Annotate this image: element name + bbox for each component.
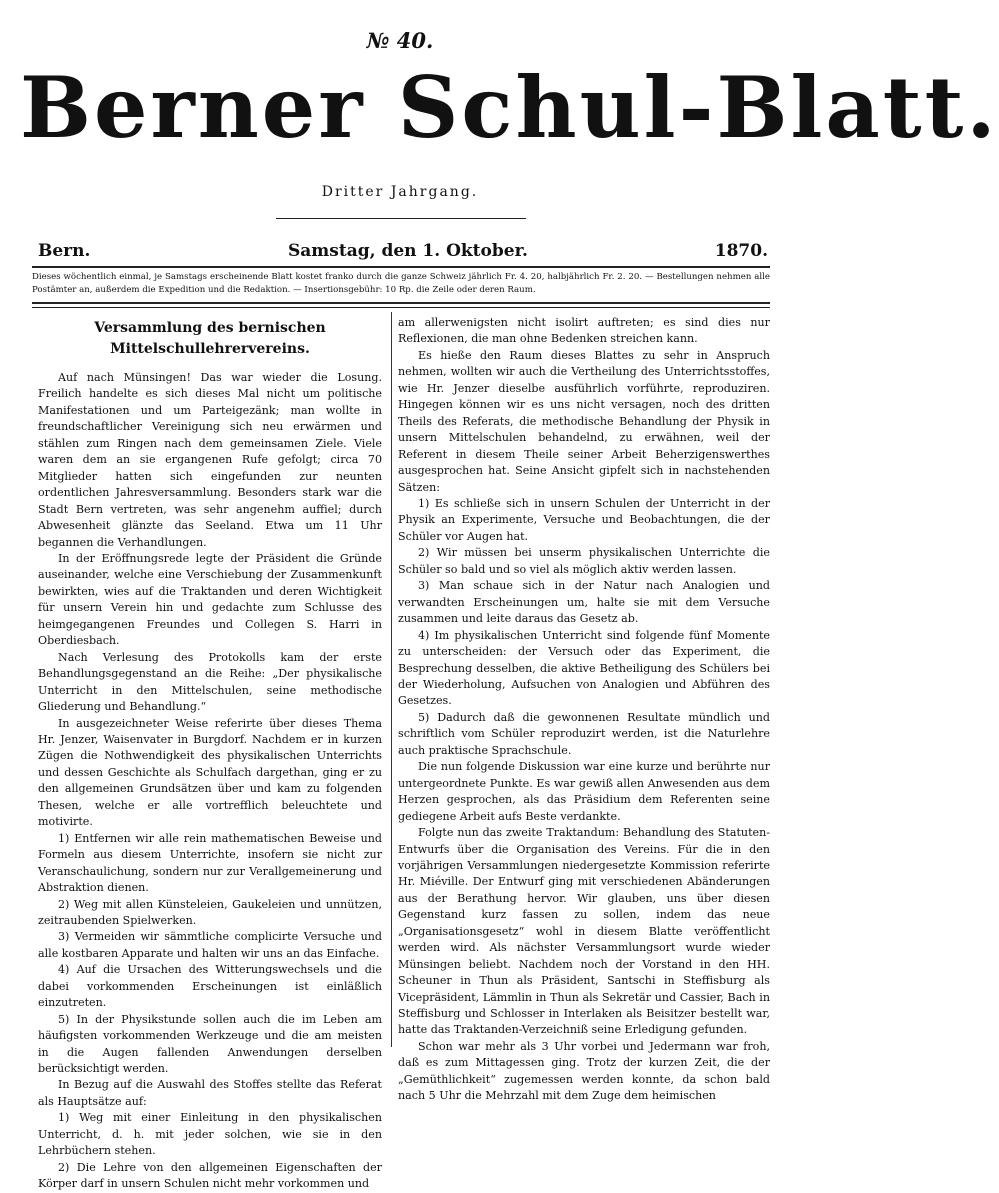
header-rule: [32, 266, 770, 268]
paragraph: In ausgezeichneter Weise referirte über dieses Thema Hr. Jenzer, Waisenvater in Burgdorf. Nachdem er in kurzen Zügen die Nothwendigkeit des physikalischen Unterrichts und dessen Geschichte als Schulfach dargethan, ging er zu den allgemeinen Grundsätzen über und kam zu folgenden Thesen, welche er alle vortrefflich beleuchtete und motivirte.: [38, 716, 382, 829]
thesis-item: 5) Dadurch daß die gewonnenen Resultate mündlich und schriftlich vom Schüler reproduzirt werden, ist die Naturlehre auch praktische Sprachschule.: [398, 710, 770, 757]
thesis-item: 2) Die Lehre von den allgemeinen Eigenschaften der Körper darf in unsern Schulen nicht mehr vorkommen und: [38, 1160, 382, 1191]
article-right-column: [398, 315, 770, 1105]
paragraph: In der Eröffnungsrede legte der Präsident die Gründe auseinander, welche eine Verschiebung der Zusammenkunft bewirkten, wies auf die Traktanden und deren Wichtigkeit für unsern Verein hin und gedachte zum Schlusse des heimgegangenen Freundes und Collegen S. Harri in Oberdiesbach.: [38, 551, 382, 648]
paragraph: Auf nach Münsingen! Das war wieder die Losung. Freilich handelte es sich dieses Mal nicht um politische Manifestationen und um Parteigezänk; man wollte in freundschaftlicher Vereinigung sich neu erwärmen und stählen zum Ringen nach dem gemeinsamen Ziele. Viele waren dem an sie ergangenen Rufe gefolgt; circa 70 Mitglieder hatten sich eingefunden zur neunten ordentlichen Jahresversammlung. Besonders stark war die Stadt Bern vertreten, was sehr angenehm auffiel; durch Abwesenheit glänzte das Seeland. Etwa um 11 Uhr begannen die Verhandlungen.: [38, 371, 382, 549]
volume-subtitle: Dritter Jahrgang.: [321, 184, 479, 200]
thesis-item: 3) Vermeiden wir sämmtliche complicirte Versuche und alle kostbaren Apparate und halten wir uns an das Einfache.: [38, 930, 382, 960]
dateline-year: 1870.: [714, 241, 768, 261]
thesis-item: 1) Es schließe sich in unsern Schulen der Unterricht in der Physik an Experimente, Versuche und Beobachtungen, die der Schüler vor Augen hat.: [398, 496, 770, 543]
paragraph: Nach Verlesung des Protokolls kam der erste Behandlungsgegenstand an die Reihe: „Der physikalische Unterricht in den Mittelschulen, seine methodische Gliederung und Behandlung.“: [38, 650, 382, 714]
paragraph: In Bezug auf die Auswahl des Stoffes stellte das Referat als Hauptsätze auf:: [38, 1078, 382, 1108]
thesis-item: 4) Auf die Ursachen des Witterungswechsels und die dabei vorkommenden Erscheinungen ist einläßlich einzutreten.: [38, 963, 382, 1010]
article-left-column: [38, 316, 382, 1193]
thesis-item: 5) In der Physikstunde sollen auch die im Leben am häufigsten vorkommenden Werkzeuge und die am meisten in die Augen fallenden Anwendungen derselben berücksichtigt werden.: [38, 1012, 382, 1076]
thesis-item: 2) Wir müssen bei unserm physikalischen Unterrichte die Schüler so bald und so viel als möglich aktiv werden lassen.: [398, 546, 770, 576]
paragraph: Die nun folgende Diskussion war eine kurze und berührte nur untergeordnete Punkte. Es war gewiß allen Anwesenden aus dem Herzen gesprochen, als das Präsidium dem Referenten seine gediegene Arbeit aufs Beste verdankte.: [398, 760, 770, 823]
newspaper-title: Berner Schul-Blatt.: [20, 58, 999, 157]
paragraph-continued: am allerwenigsten nicht isolirt auftreten; es sind dies nur Reflexionen, die man ohne Bedenken streichen kann.: [398, 316, 770, 346]
thesis-item: 1) Entfernen wir alle rein mathematischen Beweise und Formeln aus diesem Unterrichte, insofern sie nicht zur Veranschaulichung, sondern nur zur Verallgemeinerung und Abstraktion dienen.: [38, 831, 382, 895]
paragraph: Es hieße den Raum dieses Blattes zu sehr in Anspruch nehmen, wollten wir auch die Vertheilung des Unterrichtsstoffes, wie Hr. Jenzer dieselbe ausführlich vorführte, reproduziren. Hingegen können wir es uns nicht versagen, noch des dritten Theils des Referats, die methodische Behandlung der Physik in unsern Mittelschulen behandelnd, zu erwähnen, weil der Referent in diesem Theile seiner Arbeit Beherzigenswerthes ausgesprochen hat. Seine Ansicht gipfelt sich in nachstehenden Sätzen:: [398, 348, 770, 494]
paragraph: Schon war mehr als 3 Uhr vorbei und Jedermann war froh, daß es zum Mittagessen ging. Trotz der kurzen Zeit, die der „Gemüthlichkeit“ zugemessen werden konnte, da schon bald nach 5 Uhr die Mehrzahl mit dem Zuge dem heimischen: [398, 1039, 770, 1103]
dateline-place: Bern.: [38, 241, 91, 261]
title-divider: [276, 218, 526, 219]
issue-number: № 40.: [366, 28, 434, 53]
subscription-notice: Dieses wöchentlich einmal, je Samstags erscheinende Blatt kostet franko durch die ganze Schweiz jährlich Fr. 4. 20, halbjährlich Fr. 2. 20. — Bestellungen nehmen alle Postämter an, außerdem die Expedition und die Redaktion. — Insertionsgebühr: 10 Rp. die Zeile oder deren Raum.: [32, 272, 770, 295]
paragraph: Folgte nun das zweite Traktandum: Behandlung des Statuten-Entwurfs über die Organisation des Vereins. Für die in den vorjährigen Versammlungen niedergesetzte Kommission referirte Hr. Miéville. Der Entwurf ging mit verschiedenen Abänderungen aus der Berathung hervor. Wir glauben, uns über diesen Gegenstand kurz fassen zu sollen, indem das neue „Organisationsgesetz“ wohl in diesem Blatte veröffentlicht werden wird. Als nächster Versammlungsort wurde wieder Münsingen beliebt. Nachdem noch der Vorstand in den HH. Scheuner in Thun als Präsident, Santschi in Steffisburg als Vicepräsident, Lämmlin in Thun als Sekretär und Cassier, Bach in Steffisburg und Schlosser in Interlaken als Beisitzer bestellt war, hatte das Traktanden-Verzeichniß seine Erledigung gefunden.: [398, 826, 770, 1037]
dateline-date: Samstag, den 1. Oktober.: [288, 241, 528, 261]
thesis-item: 3) Man schaue sich in der Natur nach Analogien und verwandten Erscheinungen um, halte sie mit dem Versuche zusammen und leite daraus das Gesetz ab.: [398, 579, 770, 626]
article-heading: Versammlung des bernischen Mittelschullehrervereins.: [94, 320, 326, 357]
thesis-item: 4) Im physikalischen Unterricht sind folgende fünf Momente zu unterscheiden: der Versuch oder das Experiment, die Besprechung desselben, die aktive Betheiligung des Schülers bei der Wiederholung, Aufsuchen von Analogien und Abführen des Gesetzes.: [398, 628, 770, 708]
thesis-item: 1) Weg mit einer Einleitung in den physikalischen Unterricht, d. h. mit jeder solchen, wie sie in den Lehrbüchern stehen.: [38, 1111, 382, 1158]
notice-rule: [32, 302, 770, 308]
thesis-item: 2) Weg mit allen Künsteleien, Gaukeleien und unnützen, zeitraubenden Spielwerken.: [38, 897, 382, 927]
column-divider: [391, 312, 392, 1047]
